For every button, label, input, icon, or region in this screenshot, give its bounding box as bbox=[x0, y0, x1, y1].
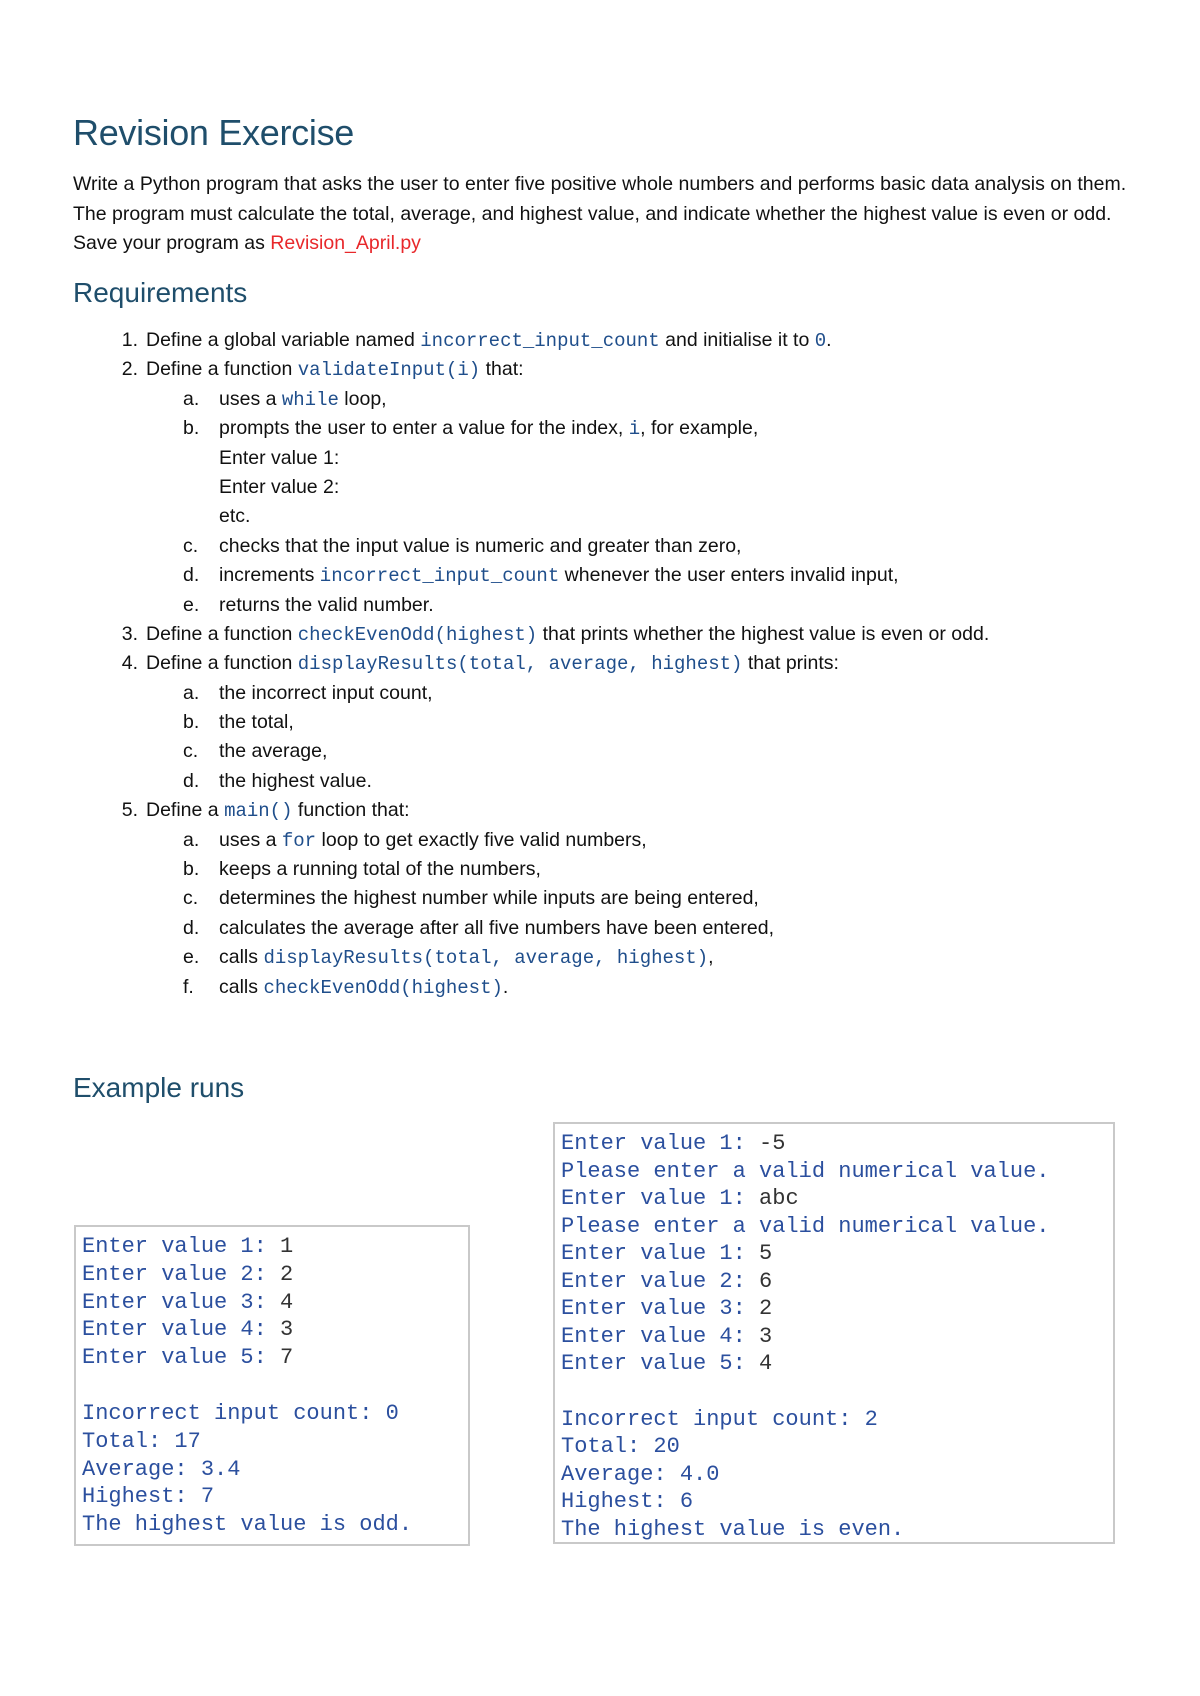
console-line: Enter value 5: 4 bbox=[561, 1351, 773, 1376]
console-line: The highest value is odd. bbox=[82, 1512, 413, 1538]
requirement-5a: a. uses a for loop to get exactly five valid numbers, bbox=[183, 828, 647, 852]
console-line: Enter value 3: 4 bbox=[82, 1289, 294, 1315]
console-line: Incorrect input count: 0 bbox=[82, 1400, 399, 1426]
console-line: Enter value 2: 2 bbox=[82, 1261, 294, 1287]
console-line: Enter value 4: 3 bbox=[561, 1323, 773, 1349]
requirement-4c: c. the average, bbox=[183, 740, 328, 763]
console-line: Total: 20 bbox=[561, 1434, 680, 1459]
console-line: Incorrect input count: 2 bbox=[561, 1406, 878, 1432]
requirement-4: 4. Define a function displayResults(total, average, highest) that prints: bbox=[121, 652, 839, 676]
requirement-2b-example-2: Enter value 2: bbox=[219, 475, 340, 498]
requirement-4d: d. the highest value. bbox=[183, 769, 372, 792]
requirement-4b: b. the total, bbox=[183, 711, 294, 734]
requirement-4a: a. the incorrect input count, bbox=[183, 681, 433, 704]
console-line: Enter value 1: 5 bbox=[561, 1241, 773, 1266]
requirement-5d: d. calculates the average after all five numbers have been entered, bbox=[183, 916, 775, 939]
console-line: Highest: 7 bbox=[82, 1484, 215, 1510]
requirement-1: 1. Define a global variable named incorrect_input_count and initialise it to 0. bbox=[121, 329, 832, 352]
requirement-5: 5. Define a main() function that: bbox=[121, 799, 410, 823]
requirements-heading: Requirements bbox=[73, 277, 248, 308]
requirement-2e: e. returns the valid number. bbox=[183, 593, 434, 616]
console-line: The highest value is even. bbox=[561, 1516, 905, 1542]
requirement-5e: e. calls displayResults(total, average, highest), bbox=[183, 946, 714, 970]
intro-paragraph bbox=[73, 170, 1143, 259]
examples-heading: Example runs bbox=[73, 1072, 245, 1103]
intro-text: Write a Python program that asks the user to enter five positive whole numbers and performs basic data analysis on them. The program must calculate the total, average, and highest value, and indicate whether the highest value is even or odd. Save your program as bbox=[73, 173, 1127, 254]
example-run-2 bbox=[553, 1122, 1115, 1544]
console-line: Enter value 4: 3 bbox=[82, 1317, 294, 1343]
requirement-3: 3. Define a function checkEvenOdd(highest) that prints whether the highest value is even or odd. bbox=[121, 622, 990, 646]
requirement-5b: b. keeps a running total of the numbers, bbox=[183, 858, 541, 881]
requirement-2: 2. Define a function validateInput(i) that: bbox=[121, 358, 524, 382]
console-line: Enter value 3: 2 bbox=[561, 1296, 773, 1321]
requirement-2c: c. checks that the input value is numeric and greater than zero, bbox=[183, 534, 742, 557]
console-line: Enter value 2: 6 bbox=[561, 1268, 773, 1294]
console-line: Please enter a valid numerical value. bbox=[561, 1158, 1050, 1184]
requirement-2d: d. increments incorrect_input_count whenever the user enters invalid input, bbox=[183, 564, 899, 588]
requirement-5f: f. calls checkEvenOdd(highest). bbox=[183, 975, 509, 999]
console-line: Enter value 5: 7 bbox=[82, 1345, 294, 1371]
console-line: Enter value 1: abc bbox=[561, 1186, 799, 1211]
console-line: Average: 4.0 bbox=[561, 1461, 720, 1487]
console-line: Enter value 1: 1 bbox=[82, 1234, 294, 1259]
console-line: Enter value 1: -5 bbox=[561, 1131, 786, 1156]
console-line: Total: 17 bbox=[82, 1428, 201, 1454]
requirement-2b-example-1: Enter value 1: bbox=[219, 446, 340, 469]
requirement-2b-example-3: etc. bbox=[219, 505, 251, 528]
page-title: Revision Exercise bbox=[73, 112, 355, 153]
intro-filename: Revision_April.py bbox=[270, 232, 421, 254]
console-line: Please enter a valid numerical value. bbox=[561, 1213, 1050, 1239]
requirement-2b: b. prompts the user to enter a value for the index, i, for example, bbox=[183, 417, 759, 441]
console-line: Average: 3.4 bbox=[82, 1456, 241, 1482]
console-line: Highest: 6 bbox=[561, 1489, 694, 1514]
requirements-list bbox=[73, 326, 1153, 1002]
requirement-2a: a. uses a while loop, bbox=[183, 387, 387, 411]
requirement-5c: c. determines the highest number while inputs are being entered, bbox=[183, 887, 759, 910]
example-run-1 bbox=[74, 1225, 470, 1546]
